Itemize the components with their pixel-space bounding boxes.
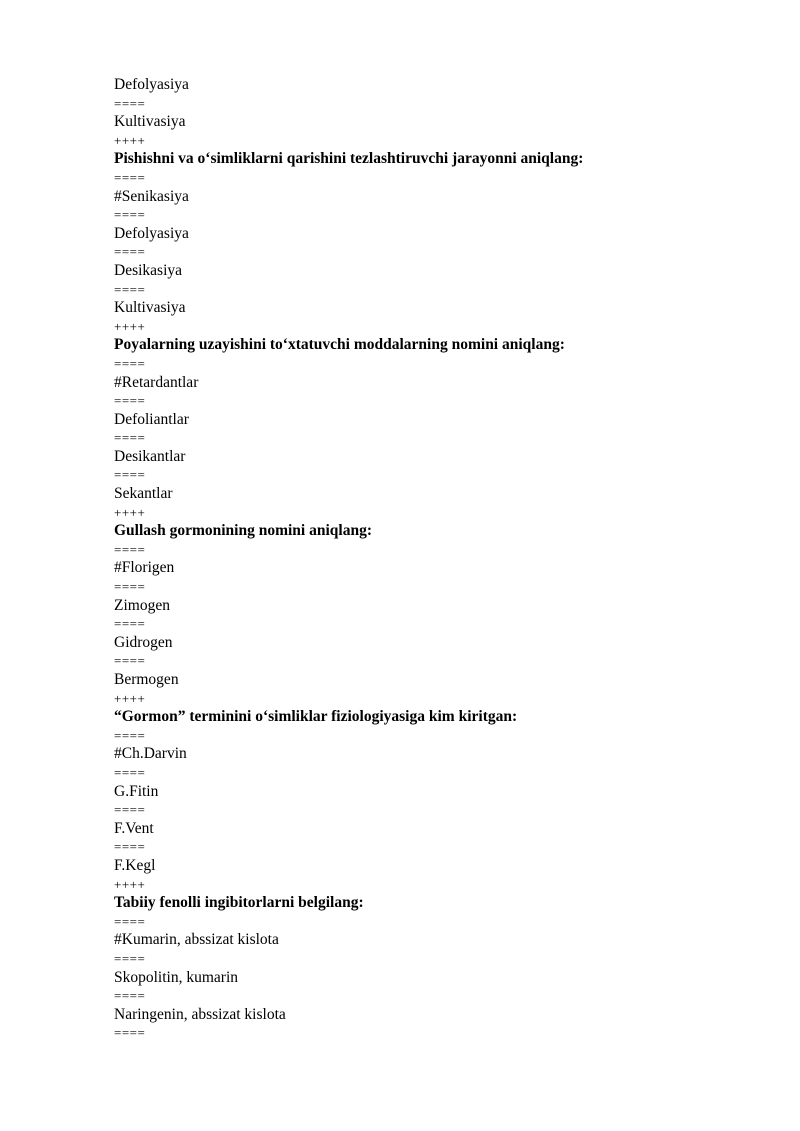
question-text: Tabiiy fenolli ingibitorlarni belgilang: — [114, 894, 364, 912]
answer-option: #Florigen — [114, 559, 175, 577]
question-text: Poyalarning uzayishini to‘xtatuvchi moddalarning nomini aniqlang: — [114, 336, 565, 354]
answer-option: #Ch.Darvin — [114, 745, 187, 763]
separator-line: ==== — [114, 653, 146, 669]
answer-option: #Senikasiya — [114, 187, 189, 205]
separator-line: ==== — [114, 913, 146, 929]
separator-line: ==== — [114, 430, 146, 446]
answer-option: Naringenin, abssizat kislota — [114, 1005, 286, 1023]
question-text: Gullash gormonining nomini aniqlang: — [114, 522, 372, 540]
separator-line: ==== — [114, 95, 146, 111]
answer-option: #Kumarin, abssizat kislota — [114, 931, 279, 949]
answer-option: #Retardantlar — [114, 373, 199, 391]
question-text: Pishishni va o‘simliklarni qarishini tezlashtiruvchi jarayonni aniqlang: — [114, 150, 584, 168]
separator-line: ==== — [114, 839, 146, 855]
separator-line: ++++ — [114, 132, 146, 148]
answer-option: Zimogen — [114, 596, 170, 614]
separator-line: ==== — [114, 579, 146, 595]
answer-option: Desikasiya — [114, 261, 183, 279]
separator-line: ==== — [114, 541, 146, 557]
answer-option: F.Kegl — [114, 856, 156, 874]
answer-option: F.Vent — [114, 819, 154, 837]
separator-line: ==== — [114, 950, 146, 966]
answer-option: Desikantlar — [114, 447, 186, 465]
separator-line: ++++ — [114, 690, 146, 706]
separator-line: ==== — [114, 467, 146, 483]
separator-line: ==== — [114, 169, 146, 185]
separator-line: ==== — [114, 764, 146, 780]
separator-line: ++++ — [114, 876, 146, 892]
answer-option: Sekantlar — [114, 485, 173, 503]
answer-option: Gidrogen — [114, 633, 173, 651]
separator-line: ==== — [114, 207, 146, 223]
separator-line: ==== — [114, 988, 146, 1004]
separator-line: ==== — [114, 355, 146, 371]
separator-line: ++++ — [114, 504, 146, 520]
separator-line: ==== — [114, 281, 146, 297]
separator-line: ==== — [114, 393, 146, 409]
question-text: “Gormon” terminini o‘simliklar fiziologiyasiga kim kiritgan: — [114, 708, 518, 726]
answer-option: Kultivasiya — [114, 113, 186, 131]
separator-line: ++++ — [114, 318, 146, 334]
answer-option: Defolyasiya — [114, 76, 189, 93]
answer-option: G.Fitin — [114, 782, 159, 800]
answer-option: Defolyasiya — [114, 224, 189, 242]
separator-line: ==== — [114, 1025, 146, 1041]
answer-option: Kultivasiya — [114, 299, 186, 317]
separator-line: ==== — [114, 244, 146, 260]
answer-option: Skopolitin, kumarin — [114, 968, 238, 986]
answer-option: Bermogen — [114, 671, 179, 688]
separator-line: ==== — [114, 727, 146, 743]
document-page — [114, 76, 734, 1043]
answer-option: Defoliantlar — [114, 410, 189, 428]
separator-line: ==== — [114, 802, 146, 818]
separator-line: ==== — [114, 616, 146, 632]
